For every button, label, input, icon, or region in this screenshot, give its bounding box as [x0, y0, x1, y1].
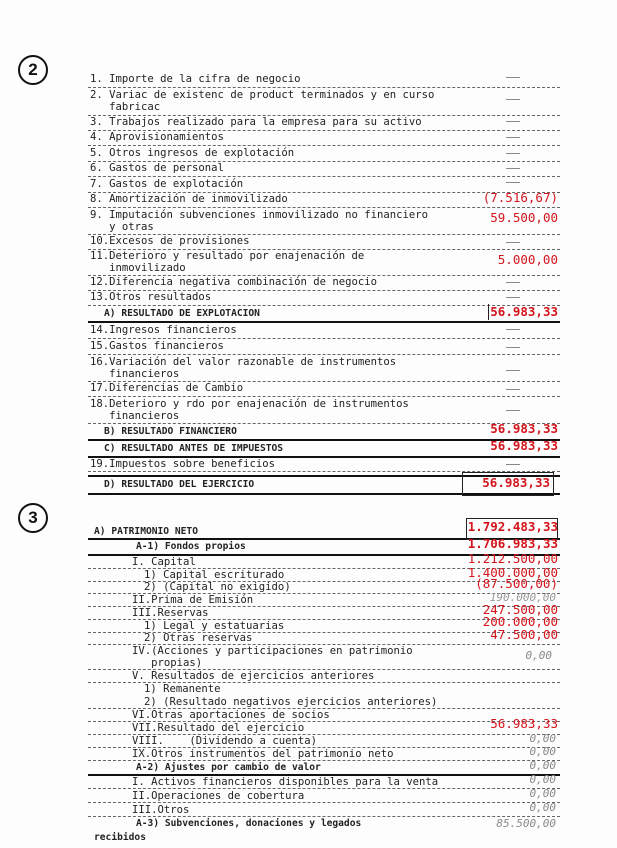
- empty-dash: [506, 99, 520, 100]
- row-imputacion: 9. Imputación subvenciones inmovilizado no financiero y otras 59.500,00: [90, 209, 558, 233]
- empty-dash: [506, 182, 520, 183]
- row-acciones-propias: IV.(Acciones y participaciones en patrimonio propias) 0,00: [88, 645, 560, 670]
- row-variacion-valor: 16.Variación del valor razonable de instrumentos financieros: [88, 356, 560, 382]
- row-otros-res: 13.Otros resultados: [88, 291, 560, 306]
- empty-dash: [506, 464, 520, 465]
- row-gastos-explot: 7. Gastos de explotación: [88, 178, 560, 193]
- row-capital-escriturado: 1) Capital escriturado 1.400.000,00: [88, 569, 560, 582]
- empty-dash: [506, 153, 520, 154]
- row-capital: I. Capital 1.212.500,00: [88, 556, 560, 569]
- row-gastos-fin: 15.Gastos financieros: [88, 340, 560, 355]
- row-operaciones-cobertura: II.Operaciones de cobertura 0,00: [88, 790, 560, 803]
- row-subvenciones-cont: recibidos: [94, 832, 146, 843]
- row-variac: 2. Variac de existenc de product terminados y en curso fabricac: [88, 89, 560, 116]
- empty-dash: [506, 370, 520, 371]
- row-resultado-negativos: 2) (Resultado negativos ejercicios anteriores): [88, 696, 560, 709]
- row-ajustes-cambio: A-2) Ajustes por cambio de valor 0,00: [88, 761, 560, 776]
- row-activos-disponibles: I. Activos financieros disponibles para la venta 0,00: [88, 776, 560, 789]
- section-3-marker: 3: [18, 503, 48, 533]
- row-resultado-antes-impuestos: C) RESULTADO ANTES DE IMPUESTOS 56.983,33: [88, 441, 560, 458]
- row-resultado-explotacion: A) RESULTADO DE EXPLOTACION 56.983,33: [88, 306, 560, 323]
- row-dif-cambio: 17.Diferencias de Cambio: [88, 382, 560, 397]
- empty-dash: [506, 121, 520, 122]
- empty-dash: [506, 242, 520, 243]
- empty-dash: [506, 347, 520, 348]
- row-diferencia: 12.Diferencia negativa combinación de negocio: [88, 276, 560, 291]
- row-deterioro: 11.Deterioro y resultado por enajenación de inmovilizado 5.000,00: [90, 250, 558, 274]
- row-fondos-propios: A-1) Fondos propios 1.706.983,33: [88, 540, 560, 556]
- row-otros-ajustes: III.Otros 0,00: [88, 804, 560, 817]
- row-otros-ingresos: 5. Otros ingresos de explotación: [88, 147, 560, 162]
- row-resultado-financiero: B) RESULTADO FINANCIERO 56.983,33: [88, 424, 560, 441]
- row-prima-emision: II.Prima de Emisión 190.000,00: [88, 594, 560, 607]
- empty-dash: [506, 168, 520, 169]
- row-gastos-personal: 6. Gastos de personal: [88, 162, 560, 177]
- row-importe: 1. Importe de la cifra de negocio: [88, 73, 560, 88]
- explotacion-box: [488, 304, 559, 320]
- row-deterioro-fin: 18.Deterioro y rdo por enajenación de instrumentos financieros: [88, 398, 560, 424]
- row-resultado-ejercicio: D) RESULTADO DEL EJERCICIO 56.983,33: [88, 475, 560, 495]
- empty-dash: [506, 282, 520, 283]
- empty-dash: [506, 137, 520, 138]
- empty-dash: [506, 297, 520, 298]
- row-aprov: 4. Aprovisionamientos: [88, 131, 560, 146]
- section-2-marker: 2: [18, 55, 48, 85]
- resultado-ejercicio-box: [462, 472, 554, 496]
- row-otras-aportaciones: VI.Otras aportaciones de socios: [88, 709, 560, 722]
- row-remanente: 1) Remanente: [144, 683, 221, 695]
- empty-dash: [506, 389, 520, 390]
- empty-dash: [506, 410, 520, 411]
- row-reservas: III.Reservas 247.500,00: [88, 607, 560, 620]
- empty-dash: [506, 77, 520, 78]
- empty-dash: [506, 329, 520, 330]
- row-capital-no-exigido: 2) (Capital no exigido) (87.500,00): [88, 581, 560, 594]
- row-ing-fin: 14.Ingresos financieros: [88, 324, 560, 339]
- row-resultado-ejercicio-pn: VII.Resultado del ejercicio 56.983,33: [88, 722, 560, 735]
- row-legal-estatuarias: 1) Legal y estatuarias 200.000,00: [88, 620, 560, 633]
- row-resultados-anteriores: V. Resultados de ejercicios anteriores: [88, 670, 560, 683]
- row-subvenciones: A-3) Subvenciones, donaciones y legados 85.500,00: [136, 817, 556, 830]
- row-otras-reservas: 2) Otras reservas 47.500,00: [88, 632, 560, 645]
- row-amortizacion: 8. Amortización de inmovilizado (7.516,67): [88, 193, 560, 208]
- row-dividendo: VIII. (Dividendo a cuenta) 0,00: [88, 735, 560, 748]
- row-impuestos: 19.Impuestos sobre beneficios: [88, 458, 560, 472]
- row-excesos: 10.Excesos de provisiones: [88, 235, 560, 250]
- row-patrimonio-neto: A) PATRIMONIO NETO 1.792.483,33: [88, 524, 560, 540]
- row-trabajos: 3. Trabajos realizado para la empresa para su activo: [88, 116, 560, 131]
- row-otros-instrumentos: IX.Otros instrumentos del patrimonio neto 0,00: [88, 748, 560, 761]
